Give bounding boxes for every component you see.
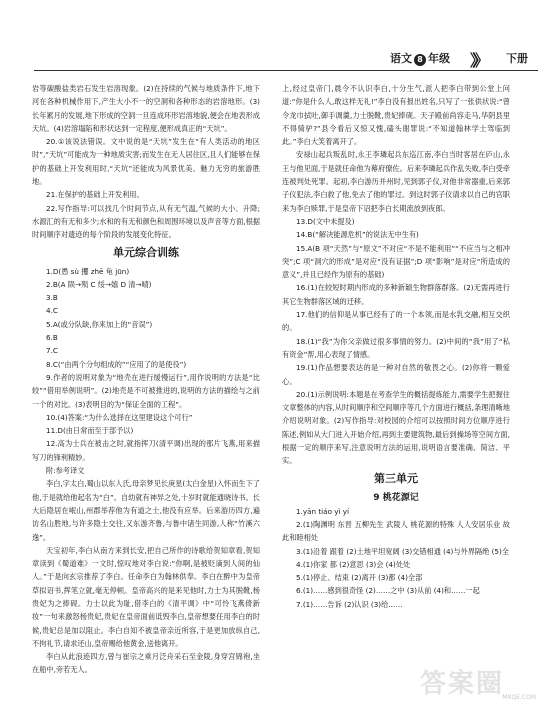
answer-line: 6.B <box>46 333 58 343</box>
paragraph: 22.写作指导:可以找几个时间节点,从有无气温,气候的大小、升降;水源汇的有无和多少;水和的有无和颜色和周围环境以及声音等方面,根据时间顺序对遗迹的每个阶段的发展变化特征。 <box>32 203 260 240</box>
answer-line: 1.D(愚 sù 攫 zhē 龟 jūn) <box>46 266 130 276</box>
paragraph: 20.①该说法错误。文中说的是“天坑”发生在“有人类活动的地区时”,“天坑”可能成为一种地质灾害;而发生在无人居住区,且人们能够在保护的基础上开发利用时,“天坑”还能成为风景优美、魅力无穷的旅游胜地。 <box>32 137 260 187</box>
answer-line: 13.D(文中未提及) <box>296 216 355 226</box>
paragraph: 李白从此浪迹四方,曾与崔宗之乘月泛舟采石至金陵,身穿宫锦袍,坐在船中,旁若无人。 <box>32 652 260 675</box>
left-column <box>32 82 260 677</box>
answer-line: 3.B <box>46 293 58 303</box>
answer-line: 4.C <box>46 306 58 316</box>
answer-line: 5.(1)停止、结束 (2)离开 (3)都 (4)全部 <box>296 573 423 583</box>
section-title: 单元综合训练 <box>113 245 179 259</box>
answer-line: 14.B(“解决能源危机”的说法无中生有) <box>296 230 419 240</box>
paragraph: 21.在保护的基础上开发利用。 <box>46 190 144 200</box>
lesson-title: 9 桃花源记 <box>373 492 419 503</box>
answer-line: 4.(1)你家 都 (2)意思 (3)会 (4)处处 <box>296 559 411 569</box>
paragraph: 安禄山起兵叛乱时,永王李璘起兵东巡江南,李白当时客居在庐山,永王与他见面,于是就任命他为幕府僚佐。后来李璘起兵作乱失败,李白受牵连被判处死罪。起初,李白游历并州时,见到郭子仪,对他非常器重,后来郭子仪犯法,李白救了他,免去了他的罪过。到这时郭子仪请求以自己的官职来为李白赎罪,于是皇帝下诏把李白长期流放到夜郎。 <box>282 150 510 213</box>
answer-line: 12.高为士兵在被击之时,就指挥刀(清平调)出现的那片飞燕,用来描写刀的锋利精妙。 <box>32 439 260 462</box>
answer-line: 10.(4)答案:“为什么选择在这里建设这个可行” <box>46 412 193 422</box>
answer-line: 6.(1)……感到很奇怪 (2)……之中 (3)从前 (4)和……一起 <box>296 586 480 596</box>
answer-line: 20.(1)示例说明:本题是在考查学生的概括提炼能力,需要学生把握住文章整体的内容,从时间顺序和空间顺序等几个方面进行概括,条理清晰地介绍说明对象。(2)写作指导:对校园的介绍可以按照时间方位顺序进行陈述,例如从大门进入开始介绍,再到主要建筑物,最后到操场等空间方面,根据一定的顺序来写,注意说明方法的运用,说明语言要准确、简洁、平实。 <box>282 389 510 466</box>
answer-line: 8.C(“由两个分句组成的”“应用了的是使役”) <box>46 359 187 369</box>
page-header <box>0 42 546 72</box>
answer-line: 17.他们的信仰是从事已经有了的一个本领,而是水乳交融,相互交织的。 <box>282 310 510 333</box>
right-column <box>282 82 510 611</box>
answer-line: 9.作者的说明对象为“地壳在进行缓慢运行”,用作说明的方法是“比较”“借用举例说明”。(2)地壳是不可被推进的,说明的方法的描绘与之前一个的对比。(3)表明目的为“保证全面的工程”。 <box>32 372 260 409</box>
answer-line: 19.(1)作品想要表达的是一种对自然的敬畏之心。(2)你将一颗爱心。 <box>282 363 510 386</box>
answer-line: 7.(1)……告诉 (2)认识 (3)给…… <box>296 599 403 609</box>
volume-label: 下册 <box>506 52 528 65</box>
subject-label <box>390 50 450 66</box>
paragraph: 天宝初年,李白从南方来到长安,把自己所作的诗歌给贺知章看,贺知章读到《蜀道难》一文时,惊叹地对李白说:“你啊,是被贬谪到人间的仙人。”于是向玄宗推荐了李白。任命李白为翰林供奉。李白在醉中为皇帝草拟诏书,挥笔立就,毫无停顿。皇帝高兴的是来见他时,力士为其脱靴,杨贵妃为之捧砚。力士以此为耻,借李白的《清平调》中“可怜飞燕倚新妆”一句来激怒杨贵妃,贵妃在皇帝面前诋毁李白,皇帝想要任用李白的时候,贵妃总是加以阻止。李白自知不被皇帝亲近所容,于是更加放纵自己,不拘礼节,请求还山,皇帝赐给他黄金,送他离开。 <box>32 545 260 648</box>
answer-line: 5.A(或分队缺,你来加上的“音误”) <box>46 319 153 329</box>
answer-line: 2.B(A 陨→殒 C 绥→嬉 D 清→晴) <box>46 279 152 289</box>
paragraph: 岩等碳酸盐类岩石发生岩溶现象。(2)在持续的气候与地质条件下,地下河在各种机械作用下,产生大小不一的空洞和各种形态的岩溶地形。(3)长年累月的发展,地下形成的空洞一旦连成环形岩溶地貌,便会在地表形成天坑。(4)岩溶塌陷和形状达到一定程度,便形成真正的“天坑”。 <box>32 84 260 133</box>
answer-line: 1.yān tiáo yì yí <box>296 506 350 516</box>
header-divider <box>34 70 538 71</box>
answer-line: 3.(1)沿着 跟着 (2)土地平坦宽阔 (3)交错相通 (4)与外界隔绝 (5)全 <box>296 546 509 556</box>
watermark-url: MXQE.COM <box>502 694 536 701</box>
watermark-logo: 答案圈 <box>420 669 505 699</box>
subject-text: 语文 <box>390 52 412 65</box>
appendix-label: 附:参考译文 <box>46 466 85 476</box>
answer-line: 2.(1)陶渊明 东晋 五柳先生 武陵人 桃花源的特殊 人人安居乐业 故此和睦相处 <box>282 519 510 543</box>
answer-line: 15.A(B 项“天然”与“原文”不对应“不是不能利用”“不应当与之相冲突”;C 项“洞穴的形成”是对应“没有证据”;D 项“影响”是对应“所造成的意义”,并且已经作为原有的基础) <box>282 243 510 280</box>
unit-title: 第三单元 <box>374 471 418 485</box>
paragraph: 李白,字太白,蜀山以东人氏,母亲梦见长庚星(太白金星)入怀而生下了他,于是就给他起名为“白”。自幼就有神异之处,十岁时就能通晓诗书。长大后隐居在岷山,州郡举荐他为有道之士,他没有应举。后来游历四方,遍访名山胜地,与许多隐士交往,又东游齐鲁,与鲁中诸生同游,人称“竹溪六逸”。 <box>32 479 260 542</box>
answer-line: 16.(1)在较短时期内形成的多种新颖生物群落群落。(2)无需再进行其它生物群落区域的迁移。 <box>282 283 510 306</box>
grade-suffix: 年级 <box>428 52 450 65</box>
answer-line: 11.D(由日常而至于部予以) <box>46 426 134 436</box>
grade-badge: 8 <box>414 54 426 66</box>
paragraph: 上,经过皇帝门,晨令不认识李白,十分生气,派人把李白带到公堂上问道:“你是什么人,敢这样无礼!”李白没有报出姓名,只写了一张供状说:“曾令龙巾拭吐,御手调羹,力士脱靴,贵妃捧砚。天子殿前尚容走马,华阴县里不得骑驴?”县令看后又惊又愧,磕头谢罪说:“不知道翰林学士驾临到此。”李白大笑着离开了。 <box>282 84 510 147</box>
answer-line: 7.C <box>46 346 58 356</box>
answer-line: 18.(1)“我”为你父亲做过很多事情的努力。(2)中间的“我”用了“私有资金”帮,用心表现了情感。 <box>282 336 510 359</box>
double-arrow-icon: 》》 <box>469 51 484 70</box>
